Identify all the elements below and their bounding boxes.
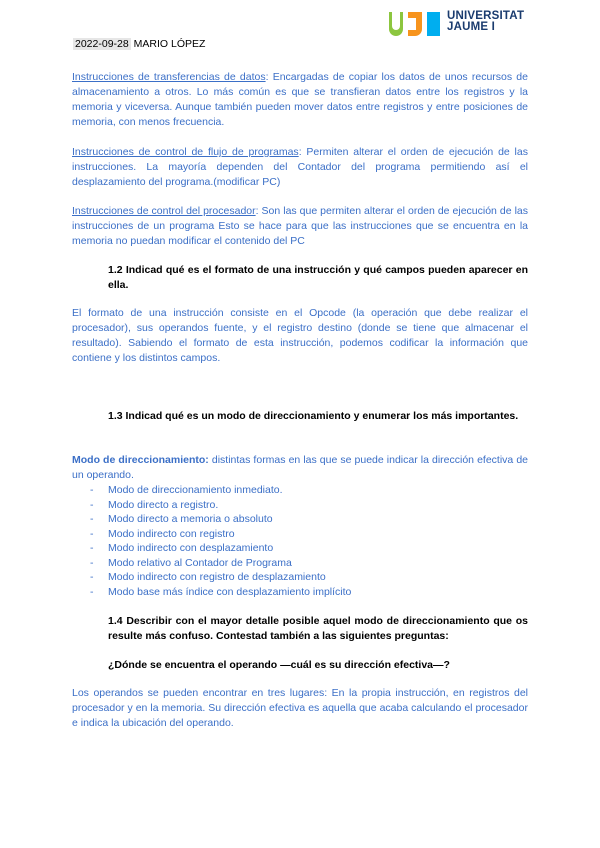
answer-1-4: Los operandos se pueden encontrar en tres lugares: En la propia instrucción, en registros del procesador y en la memoria. Su dirección efectiva es aquella que acaba calculando el procesador e indica la ubicación del operando. (72, 687, 528, 729)
list-item: - Modo base más índice con desplazamiento implícito (88, 585, 351, 600)
question-1-3: 1.3 Indicad qué es un modo de direccionamiento y enumerar los más importantes. (108, 410, 519, 422)
header-author: MARIO LÓPEZ (133, 38, 206, 50)
term-processor: Instrucciones de control del procesador (72, 205, 256, 217)
term-addressing-mode: Modo de direccionamiento: (72, 454, 209, 466)
question-1-4-sub: ¿Dónde se encuentra el operando —cuál es su dirección efectiva—? (108, 659, 450, 671)
university-name: UNIVERSITAT JAUME I (447, 10, 525, 33)
list-item: - Modo de direccionamiento inmediato. (88, 483, 351, 498)
paragraph-processor-instructions: Instrucciones de control del procesador: Son las que permiten alterar el orden de ejecución de las instrucciones de un programa Esto se hace para que las instrucciones que se encuentra en la memoria no puedan modificar el contenido del PC (72, 205, 528, 247)
answer-1-3: Modo de direccionamiento: distintas formas en las que se puede indicar la dirección efectiva de un operando. (72, 454, 528, 481)
addressing-modes-list (88, 483, 351, 599)
list-item: - Modo indirecto con registro de desplazamiento (88, 570, 351, 585)
header-date: 2022-09-28 (75, 38, 129, 50)
list-item: - Modo relativo al Contador de Programa (88, 556, 351, 571)
term-flow: Instrucciones de control de flujo de programas (72, 146, 299, 158)
list-item: - Modo indirecto con registro (88, 527, 351, 542)
paragraph-transfer-instructions: Instrucciones de transferencias de datos: Encargadas de copiar los datos de unos recursos de almacenamiento a otros. Lo más común es que se transfieran datos entre los registros y la memoria y viceversa. Aunque también pueden mover datos entre registros y entre posiciones de memoria, con menos frecuencia. (72, 71, 528, 128)
document-header (73, 38, 205, 50)
answer-1-2: El formato de una instrucción consiste en el Opcode (la operación que debe realizar el procesador), sus operandos fuente, y el registro destino (donde se tiene que almacenar el resultado). Sabiendo el formato de esta instrucción, podemos codificar la información que contiene y los distintos campos. (72, 307, 528, 364)
list-item: - Modo directo a registro. (88, 498, 351, 513)
uji-logo-icon (389, 11, 441, 37)
university-logo (389, 11, 535, 37)
list-item: - Modo directo a memoria o absoluto (88, 512, 351, 527)
question-1-2: 1.2 Indicad qué es el formato de una instrucción y qué campos pueden aparecer en ella. (108, 264, 528, 291)
term-transfer: Instrucciones de transferencias de datos (72, 71, 266, 83)
question-1-4: 1.4 Describir con el mayor detalle posible aquel modo de direccionamiento que os resulte más confuso. Contestad también a las siguientes preguntas: (108, 615, 528, 642)
paragraph-flow-instructions: Instrucciones de control de flujo de programas: Permiten alterar el orden de ejecución de las instrucciones. La mayoría dependen del Contador del programa permitiendo así el desplazamiento del programa.(modificar PC) (72, 146, 528, 188)
list-item: - Modo indirecto con desplazamiento (88, 541, 351, 556)
